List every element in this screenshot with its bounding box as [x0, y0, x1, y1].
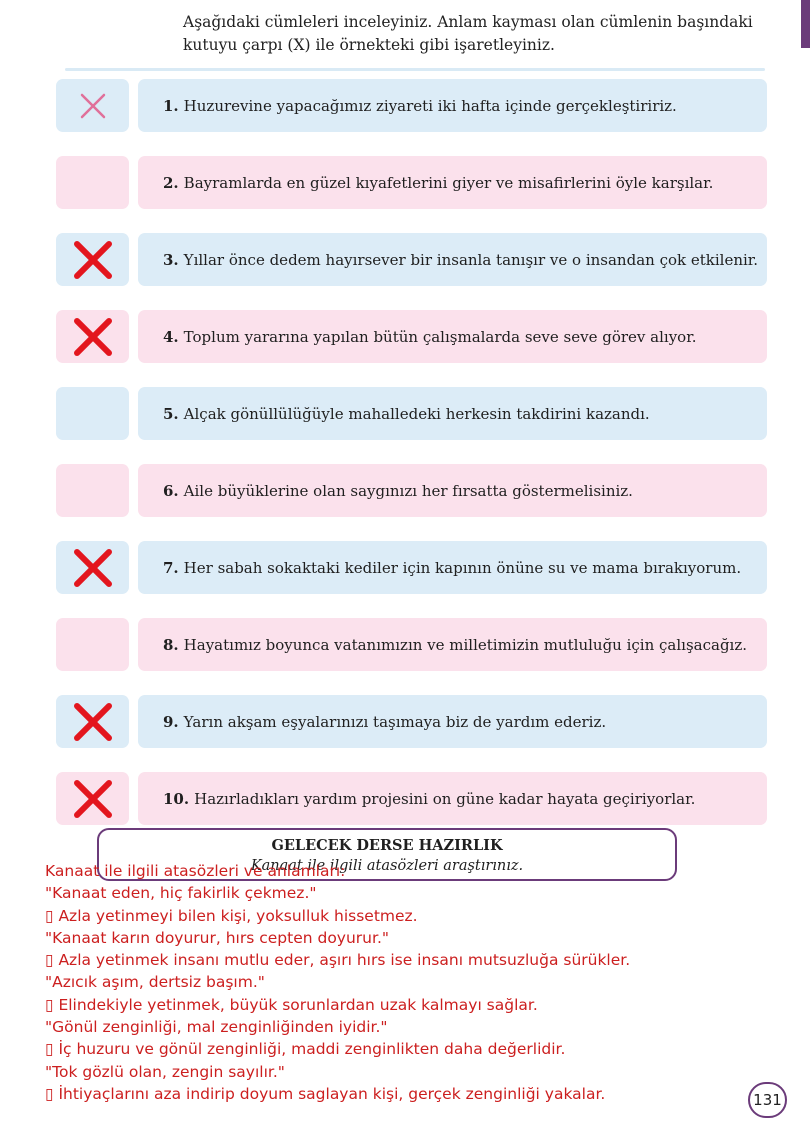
answer-line: ▯ İç huzuru ve gönül zenginliği, maddi zenginlikten daha değerlidir. — [45, 1040, 566, 1059]
answer-line: "Tok gözlü olan, zengin sayılır." — [45, 1062, 285, 1081]
sentence-body: Bayramlarda en güzel kıyafetlerini giyer ve misafirlerini öyle karşılar. — [183, 173, 714, 192]
divider — [65, 68, 765, 71]
sentence-number: 4. — [163, 327, 179, 346]
sentence-body: Alçak gönüllülüğüyle mahalledeki herkesin takdirini kazandı. — [183, 404, 650, 423]
answer-checkbox[interactable] — [56, 387, 129, 440]
answer-checkbox[interactable] — [56, 695, 129, 748]
sentence-body: Hazırladıkları yardım projesini on güne kadar hayata geçiriyorlar. — [194, 789, 696, 808]
sentence-body: Yarın akşam eşyalarınızı taşımaya biz de yardım ederiz. — [183, 712, 607, 731]
sentence-number: 7. — [163, 558, 179, 577]
sentence-number: 10. — [163, 789, 190, 808]
sentence-number: 9. — [163, 712, 179, 731]
answer-text — [45, 860, 745, 1105]
cross-mark-icon — [73, 702, 113, 742]
sentence-text — [138, 156, 767, 209]
answer-heading: Kanaat ile ilgili atasözleri ve anlamları: — [45, 862, 346, 880]
sentence-row — [56, 772, 767, 825]
answer-checkbox[interactable] — [56, 310, 129, 363]
cross-mark-icon — [73, 779, 113, 819]
answer-line: ▯ Azla yetinmek insanı mutlu eder, aşırı hırs ise insanı mutsuzluğa sürükler. — [45, 951, 631, 970]
sentence-number: 6. — [163, 481, 179, 500]
sentence-row — [56, 541, 767, 594]
answer-line: "Kanaat eden, hiç fakirlik çekmez." — [45, 884, 317, 903]
answer-line: ▯ İhtiyaçlarını aza indirip doyum saglayan kişi, gerçek zenginliği yakalar. — [45, 1084, 606, 1103]
answer-checkbox[interactable] — [56, 464, 129, 517]
cross-mark-icon — [73, 548, 113, 588]
sentence-row — [56, 618, 767, 671]
cross-mark-icon — [73, 240, 113, 280]
page-number: 131 — [748, 1082, 787, 1118]
sentence-text — [138, 618, 767, 671]
sentence-row — [56, 695, 767, 748]
sentence-row — [56, 156, 767, 209]
sentence-body: Aile büyüklerine olan saygınızı her fırsatta göstermelisiniz. — [183, 481, 633, 500]
sentence-text — [138, 387, 767, 440]
sentence-number: 2. — [163, 173, 179, 192]
sentence-text — [138, 233, 767, 286]
cross-mark-icon — [73, 317, 113, 357]
sentence-text — [138, 772, 767, 825]
answer-checkbox[interactable] — [56, 541, 129, 594]
answer-checkbox[interactable] — [56, 233, 129, 286]
sentence-row — [56, 310, 767, 363]
sentence-text — [138, 464, 767, 517]
sentence-number: 8. — [163, 635, 179, 654]
answer-line: "Gönül zenginliği, mal zenginliğinden iyidir." — [45, 1018, 388, 1037]
sentence-number: 5. — [163, 404, 179, 423]
answer-checkbox[interactable] — [56, 772, 129, 825]
cross-mark-icon — [73, 86, 113, 126]
next-lesson-title: GELECEK DERSE HAZIRLIK — [271, 837, 503, 854]
answer-line: ▯ Azla yetinmeyi bilen kişi, yoksulluk hissetmez. — [45, 906, 418, 925]
sentence-body: Her sabah sokaktaki kediler için kapının önüne su ve mama bırakıyorum. — [183, 558, 742, 577]
sentence-number: 3. — [163, 250, 179, 269]
sentence-text — [138, 541, 767, 594]
sentence-body: Yıllar önce dedem hayırsever bir insanla tanışır ve o insandan çok etkilenir. — [183, 250, 759, 269]
sentence-body: Hayatımız boyunca vatanımızın ve milletimizin mutluluğu için çalışacağız. — [183, 635, 748, 654]
sentence-row — [56, 79, 767, 132]
sentence-number: 1. — [163, 96, 179, 115]
sentence-row — [56, 387, 767, 440]
answer-checkbox[interactable] — [56, 618, 129, 671]
answer-checkbox[interactable] — [56, 156, 129, 209]
next-lesson-task: Kanaat ile ilgili atasözleri araştırınız. — [250, 858, 524, 874]
sentence-text — [138, 310, 767, 363]
sentence-row — [56, 233, 767, 286]
answer-line: ▯ Elindekiyle yetinmek, büyük sorunlardan uzak kalmayı sağlar. — [45, 995, 538, 1014]
sentence-text — [138, 695, 767, 748]
sentence-text — [138, 79, 767, 132]
answer-line: "Kanaat karın doyurur, hırs cepten doyurur." — [45, 928, 390, 947]
corner-accent — [801, 0, 810, 48]
sentence-row — [56, 464, 767, 517]
answer-line: "Azıcık aşım, dertsiz başım." — [45, 973, 265, 992]
sentence-body: Toplum yararına yapılan bütün çalışmalarda seve seve görev alıyor. — [183, 327, 697, 346]
answer-checkbox[interactable] — [56, 79, 129, 132]
instruction-text: Aşağıdaki cümleleri inceleyiniz. Anlam kayması olan cümlenin başındaki kutuyu çarpı (X) ile örnekteki gibi işaretleyiniz. — [183, 13, 753, 54]
sentence-body: Huzurevine yapacağımız ziyareti iki hafta içinde gerçekleştiririz. — [183, 96, 677, 115]
